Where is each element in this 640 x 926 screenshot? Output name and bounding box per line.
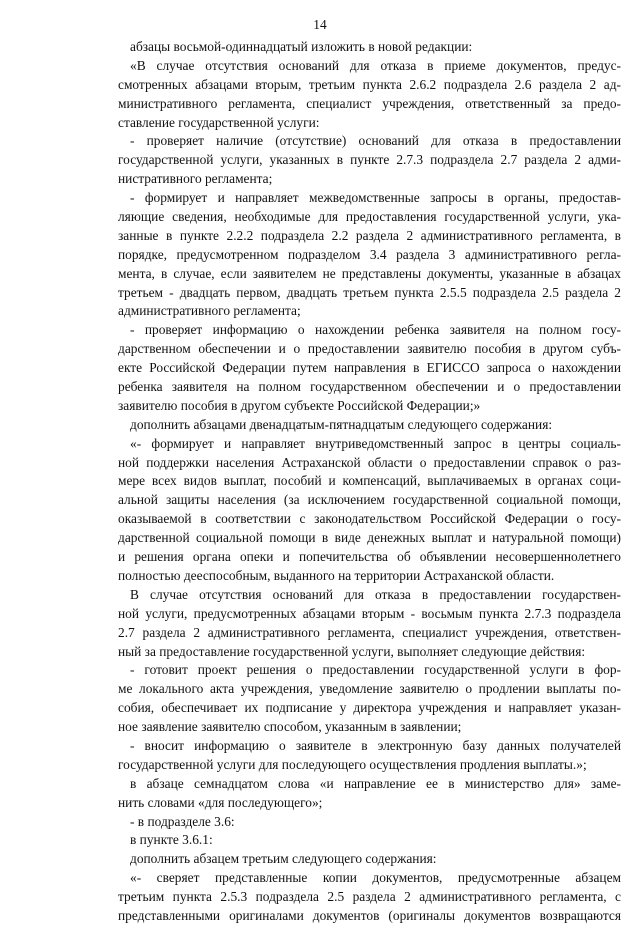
text-line: - проверяет наличие (отсутствие) оснований для отказа в предоставлении: [130, 133, 621, 149]
text-line: дарственном обеспечении и о предоставлении заявителю пособия в другом субъ-: [118, 341, 621, 357]
text-line: оказываемой в соответствии с законодательством Российской Федерации о госу-: [118, 511, 621, 527]
text-line: представленными оригиналами документов (оригиналы документов возвращаются: [118, 907, 621, 923]
text-line: ной услуги, предусмотренных абзацами вторым - восьмым пункта 2.7.3 подраздела: [118, 605, 621, 621]
text-line: ной поддержки населения Астраханской области о предоставлении справок о раз-: [118, 454, 621, 470]
text-line: порядке, предусмотренном подразделом 3.4 раздела 3 административного регла-: [118, 246, 621, 262]
text-line: ме локального акта учреждения, уведомление заявителю о продлении выплаты по-: [118, 681, 621, 697]
text-line: - вносит информацию о заявителе в электронную базу данных получателей: [130, 737, 621, 753]
text-line: занные в пункте 2.2.2 подраздела 2.2 раздела 2 административного регламента, в: [118, 227, 621, 243]
text-line: ный за предоставление государственной услуги, выполняет следующие действия:: [118, 643, 586, 659]
text-line: «- сверяет представленные копии документов, предусмотренные абзацем: [130, 870, 621, 886]
text-line: смотренных абзацами вторым, третьим пункта 2.6.2 подраздела 2.6 раздела 2 ад-: [118, 76, 621, 92]
text-line: «В случае отсутствия оснований для отказа в приеме документов, предус-: [130, 57, 621, 73]
text-line: альной защиты населения (за исключением государственной социальной помощи,: [118, 492, 621, 508]
text-line: третьем - двадцать первом, двадцать третьем пункта 2.5.5 подраздела 2.5 раздела 2: [118, 284, 621, 300]
text-line: дарственной социальной помощи в виде денежных выплат и натуральной помощи): [118, 530, 621, 546]
text-line: - формирует и направляет межведомственные запросы в органы, предостав-: [130, 190, 621, 206]
text-line: ное заявление заявителю способом, указанным в заявлении;: [118, 719, 462, 735]
text-line: мере всех видов выплат, пособий и компенсаций, выплачиваемых в органах соци-: [118, 473, 621, 489]
text-line: екте Российской Федерации путем направления в ЕГИССО запроса о нахождении: [118, 360, 621, 376]
text-line: дополнить абзацем третьим следующего содержания:: [130, 851, 437, 867]
text-line: ляющие сведения, необходимые для предоставления государственной услуги, ука-: [118, 209, 621, 225]
page-number: 14: [313, 17, 327, 32]
text-line: дополнить абзацами двенадцатым-пятнадцатым следующего содержания:: [130, 416, 553, 432]
text-line: собия, обеспечивает их подписание у директора учреждения и направляет указан-: [118, 700, 621, 716]
text-line: и решения органа опеки и попечительства об объявлении несовершеннолетнего: [118, 549, 621, 565]
text-line: в абзаце семнадцатом слова «и направление ее в министерство для» заме-: [130, 775, 621, 791]
text-line: в пункте 3.6.1:: [130, 832, 213, 848]
text-line: третьим пункта 2.5.3 подраздела 2.5 раздела 2 административного регламента, с: [118, 889, 621, 905]
text-line: абзацы восьмой-одиннадцатый изложить в новой редакции:: [130, 39, 473, 54]
text-line: государственной услуги, указанных в пункте 2.7.3 подраздела 2.7 раздела 2 адми-: [118, 152, 621, 168]
text-line: 2.7 раздела 2 административного регламента, специалист учреждения, ответствен-: [118, 624, 621, 640]
text-line: нистративного регламента;: [118, 171, 273, 187]
text-line: государственной услуги для последующего осуществления продления выплаты.»;: [118, 756, 587, 772]
text-line: «- формирует и направляет внутриведомственный запрос в центры социаль-: [130, 435, 621, 451]
text-line: - готовит проект решения о предоставлении государственной услуги в фор-: [130, 662, 621, 678]
text-line: нить словами «для последующего»;: [118, 794, 323, 810]
text-line: административного регламента;: [118, 303, 301, 319]
text-line: мента, в случае, если заявителем не представлены документы, указанные в абзацах: [118, 265, 621, 281]
text-line: - в подразделе 3.6:: [130, 813, 235, 829]
text-line: В случае отсутствия оснований для отказа в предоставлении государствен-: [130, 586, 621, 602]
text-line: ставление государственной услуги:: [118, 114, 320, 130]
text-line: ребенка заявителя на полном государственном обеспечении и о предоставлении: [118, 379, 621, 395]
text-line: министративного регламента, специалист учреждения, ответственный за предо-: [118, 95, 621, 111]
document-body: [118, 38, 621, 926]
text-line: полностью дееспособным, выданного на территории Астраханской области.: [118, 567, 555, 583]
text-line: заявителю пособия в другом субъекте Российской Федерации;»: [118, 397, 481, 413]
text-line: - проверяет информацию о нахождении ребенка заявителя на полном госу-: [130, 322, 621, 338]
